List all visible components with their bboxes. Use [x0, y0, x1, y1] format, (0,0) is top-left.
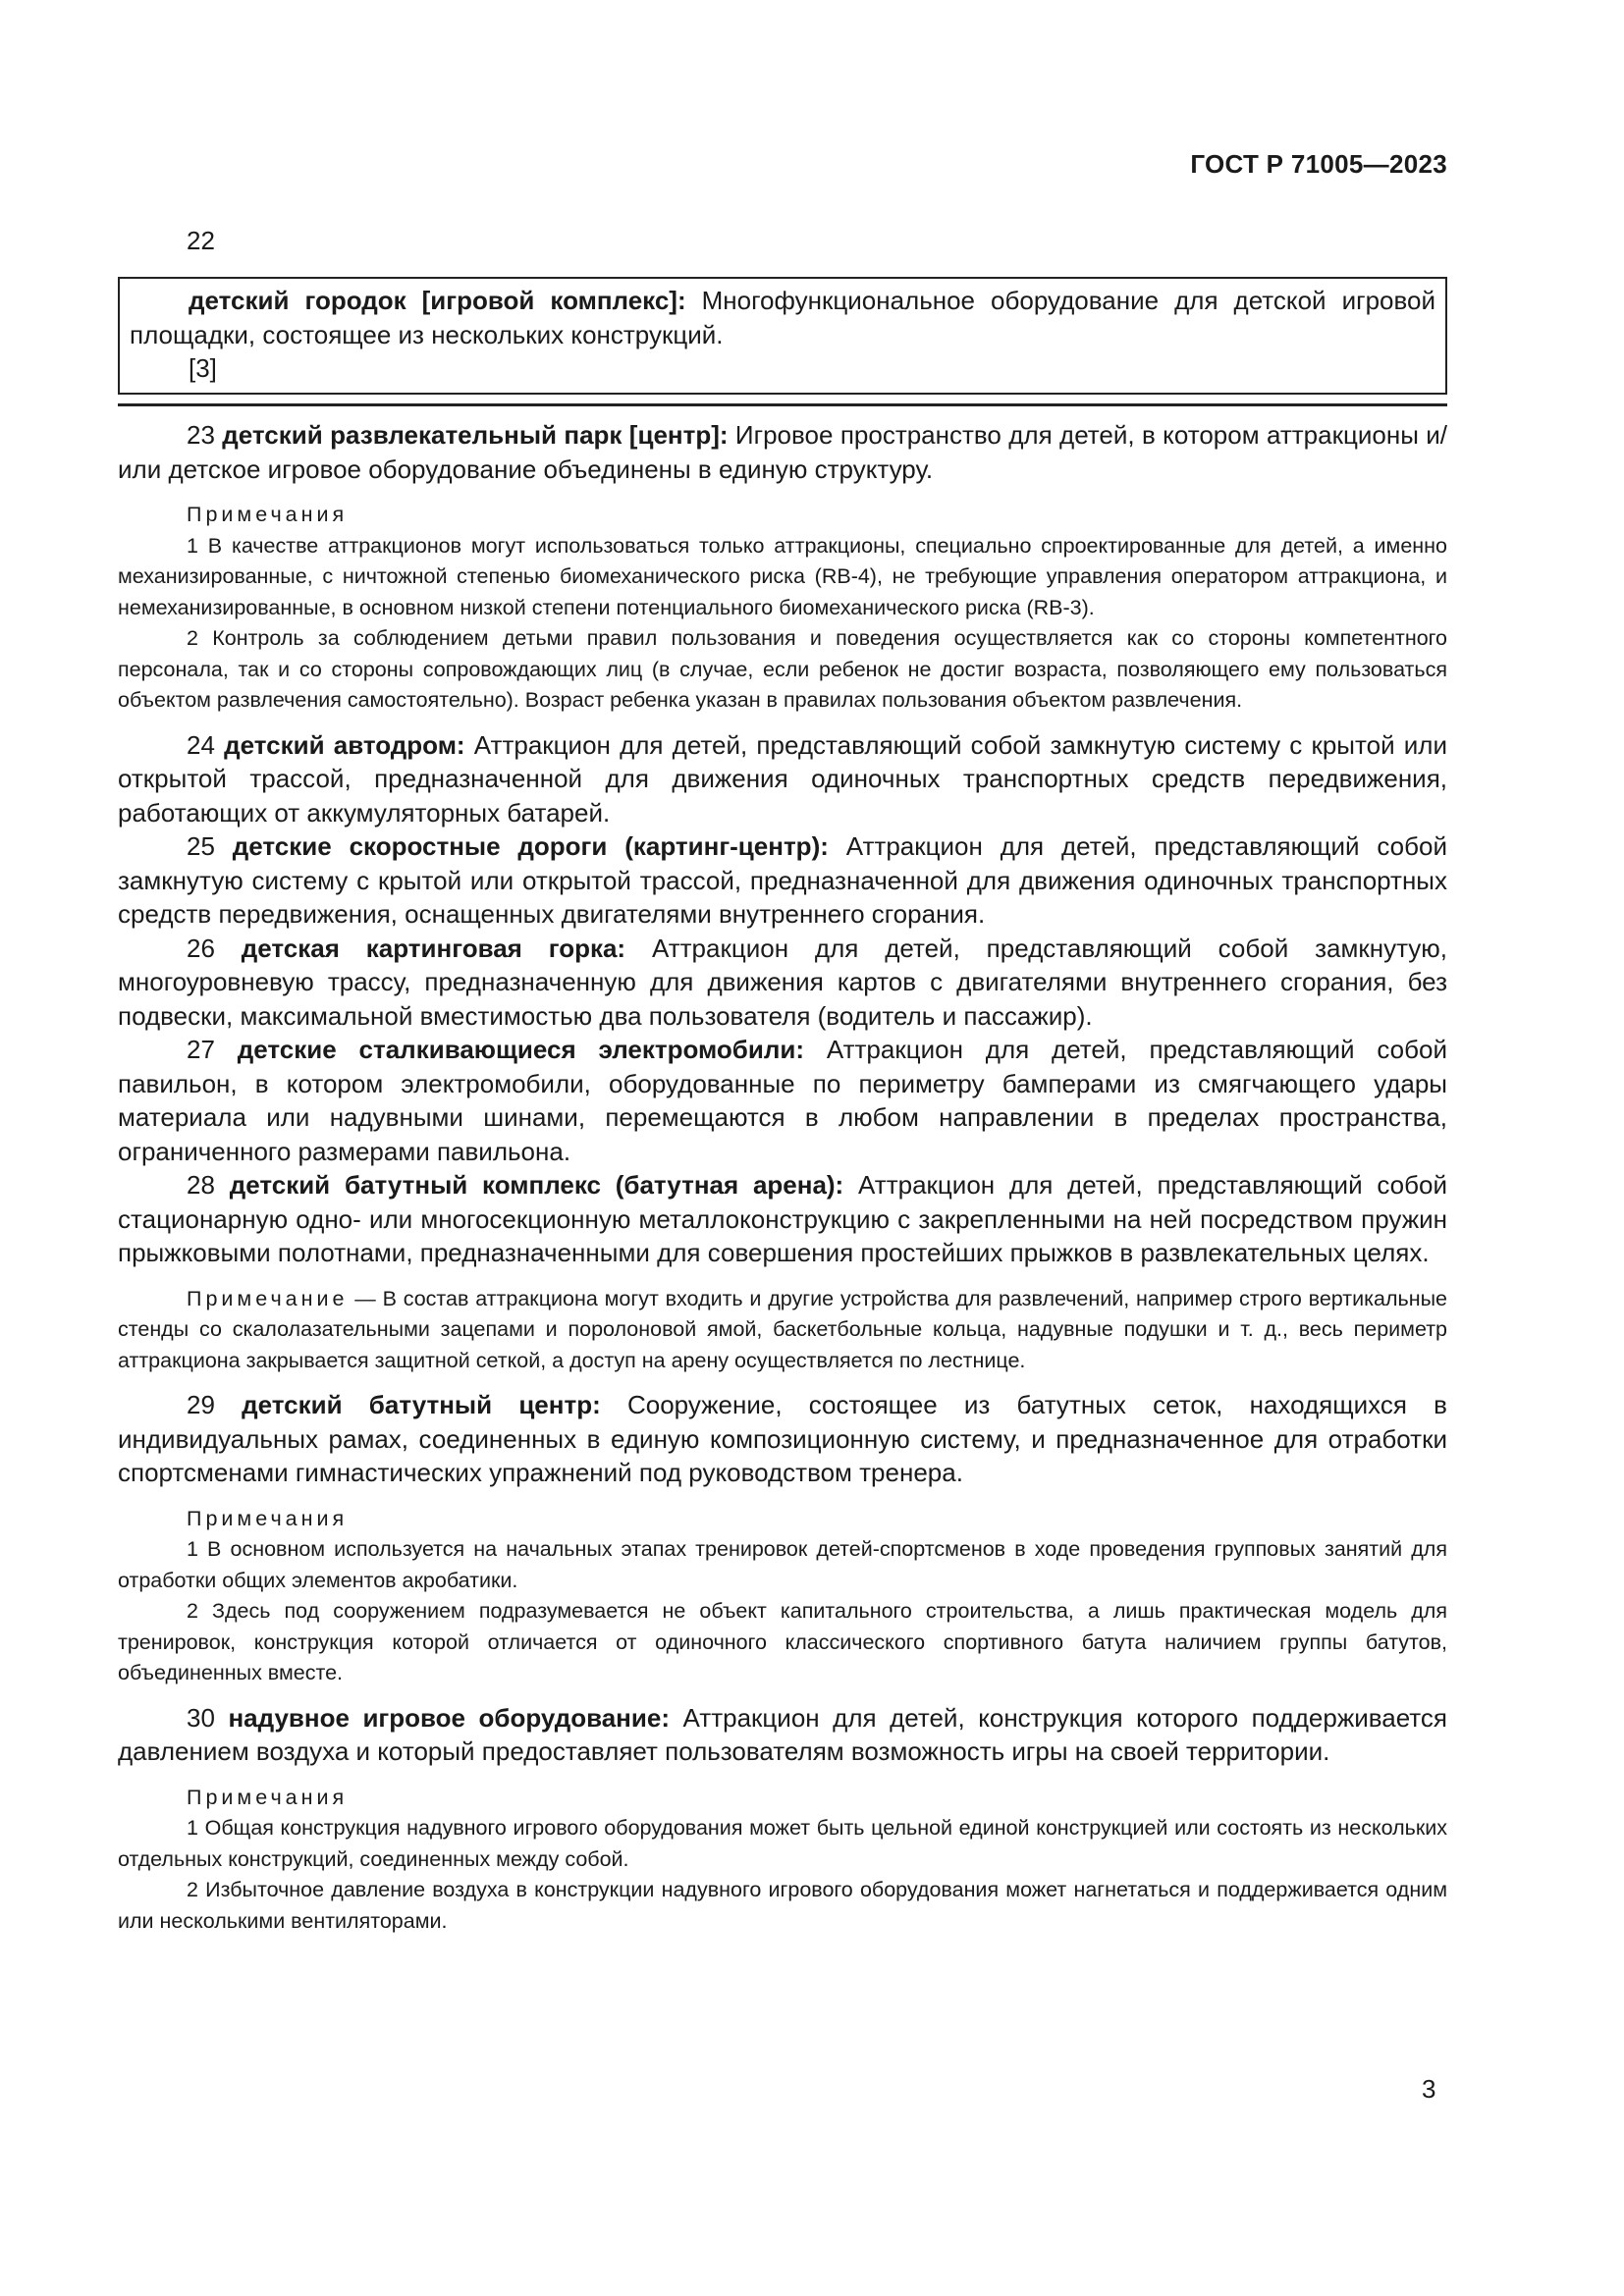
- term-22-reference: [3]: [189, 353, 217, 383]
- term-25-title: детские скоростные дороги (картинг-центр):: [232, 831, 829, 861]
- term-27-number: 27: [187, 1035, 215, 1064]
- term-24-title: детский автодром:: [224, 729, 465, 760]
- term-26-title: детская картинговая горка:: [241, 933, 626, 963]
- term-28-title: детский батутный комплекс (батутная арена):: [229, 1170, 844, 1200]
- term-28-definition: Аттракцион для детей, представляющий собой стационарную одно- или многосекционную металлоконструкцию с закрепленными на ней посредством пружин прыжковыми полотнами, предназначенными для совершения простейших прыжков в развлекательных целях.: [118, 1170, 1448, 1267]
- term-22-box: [118, 277, 1447, 395]
- term-30-notes: [118, 1783, 1447, 1938]
- term-22-number: 22: [187, 226, 215, 255]
- term-24-entry: [118, 728, 1447, 830]
- term-24-number: 24: [187, 729, 215, 760]
- term-29-note-2: 2 Здесь под сооружением подразумевается не объект капитального строительства, а лишь практическая модель для тренировок, конструкция которой отличается от одиночного классического спортивного батута наличием группы батутов, объединенных вместе.: [118, 1599, 1447, 1684]
- term-28-note-text: — В состав аттракциона могут входить и другие устройства для развлечений, например строго вертикальные стенды со скалолазательными зацепами и поролоновой ямой, баскетбольные кольца, надувные подушки и т. д., весь периметр аттракциона закрывается защитной сеткой, а доступ на арену осуществляется по лестнице.: [118, 1286, 1447, 1372]
- term-30-notes-title: Примечания: [187, 1785, 349, 1809]
- term-30-title: надувное игровое оборудование:: [228, 1702, 670, 1733]
- term-30-note-1: 1 Общая конструкция надувного игрового оборудования может быть цельной единой конструкцией или состоять из нескольких отдельных конструкций, соединенных между собой.: [118, 1816, 1447, 1871]
- page-content: [118, 224, 1447, 1937]
- term-24-definition: Аттракцион для детей, представляющий собой замкнутую систему с крытой или открытой трассой, предназначенной для движения одиночных транспортных средств передвижения, работающих от аккумуляторных батарей.: [118, 729, 1447, 828]
- term-26-number: 26: [187, 933, 215, 963]
- term-28-number: 28: [187, 1170, 215, 1200]
- term-29-definition: Сооружение, состоящее из батутных сеток, находящихся в индивидуальных рамах, соединенных в единую композиционную систему, и предназначенное для отработки спортсменами гимнастических упражнений под руководством тренера.: [118, 1390, 1447, 1487]
- term-29-title: детский батутный центр:: [242, 1390, 601, 1419]
- term-30-definition: Аттракцион для детей, конструкция которого поддерживается давлением воздуха и который предоставляет пользователям возможность игры на своей территории.: [118, 1702, 1448, 1766]
- term-23-entry: [118, 418, 1447, 486]
- term-29-number: 29: [187, 1390, 215, 1419]
- term-23-notes-title: Примечания: [187, 503, 349, 526]
- document-code-header: ГОСТ Р 71005—2023: [1190, 149, 1447, 179]
- term-29-notes-title: Примечания: [187, 1506, 349, 1530]
- term-23-note-1: 1 В качестве аттракционов могут использоваться только аттракционы, специально спроектированные для детей, а именно механизированные, с ничтожной степенью биомеханического риска (RB-4), не требующие управления оператором аттракциона, и немеханизированные, в основном низкой степени потенциального биомеханического риска (RB-3).: [118, 533, 1447, 619]
- term-26-definition: Аттракцион для детей, представляющий собой замкнутую, многоуровневую трассу, предназначенную для движения картов с двигателями внутреннего сгорания, без подвески, максимальной вместимостью два пользователя (водитель и пассажир).: [118, 933, 1448, 1031]
- term-25-number: 25: [187, 831, 215, 861]
- term-23-definition: Игровое пространство для детей, в котором аттракционы и/или детское игровое оборудование объединены в единую структуру.: [118, 420, 1447, 484]
- term-22-title: детский городок [игровой комплекс]:: [189, 286, 686, 315]
- term-29-note-1: 1 В основном используется на начальных этапах тренировок детей-спортсменов в ходе проведения групповых занятий для отработки общих элементов акробатики.: [118, 1537, 1447, 1592]
- term-30-note-2: 2 Избыточное давление воздуха в конструкции надувного игрового оборудования может нагнетаться и поддерживается одним или несколькими вентиляторами.: [118, 1878, 1447, 1933]
- term-22-definition: Многофункциональное оборудование для детской игровой площадки, состоящее из нескольких конструкций.: [130, 286, 1435, 349]
- page-number: 3: [1422, 2074, 1436, 2104]
- term-25-entry: [118, 829, 1447, 932]
- term-29-entry: [118, 1388, 1447, 1490]
- term-27-entry: [118, 1033, 1447, 1168]
- term-27-title: детские сталкивающиеся электромобили:: [237, 1035, 804, 1064]
- term-27-definition: Аттракцион для детей, представляющий собой павильон, в котором электромобили, оборудованные по периметру бамперами из смягчающего удары материала или надувными шинами, перемещаются в любом направлении в пределах пространства, ограниченного размерами павильона.: [118, 1035, 1448, 1166]
- term-26-entry: [118, 932, 1447, 1034]
- term-30-number: 30: [187, 1702, 215, 1733]
- term-28-note-title: Примечание: [187, 1286, 349, 1310]
- term-23-title: детский развлекательный парк [центр]:: [222, 420, 729, 450]
- term-23-note-2: 2 Контроль за соблюдением детьми правил пользования и поведения осуществляется как со стороны компетентного персонала, так и со стороны сопровождающих лиц (в случае, если ребенок не достиг возраста, позволяющего ему пользоваться объектом развлечения самостоятельно). Возраст ребенка указан в правилах пользования объектом развлечения.: [118, 626, 1447, 712]
- term-28-note: [118, 1284, 1447, 1377]
- term-25-definition: Аттракцион для детей, представляющий собой замкнутую систему с крытой или открытой трассой, предназначенной для движения одиночных транспортных средств передвижения, оснащенных двигателями внутреннего сгорания.: [118, 831, 1447, 929]
- term-30-entry: [118, 1701, 1447, 1769]
- term-23-number: 23: [187, 420, 215, 450]
- term-28-entry: [118, 1168, 1447, 1270]
- term-29-notes: [118, 1504, 1447, 1689]
- term-22-entry: [130, 284, 1435, 351]
- term-23-notes: [118, 500, 1447, 717]
